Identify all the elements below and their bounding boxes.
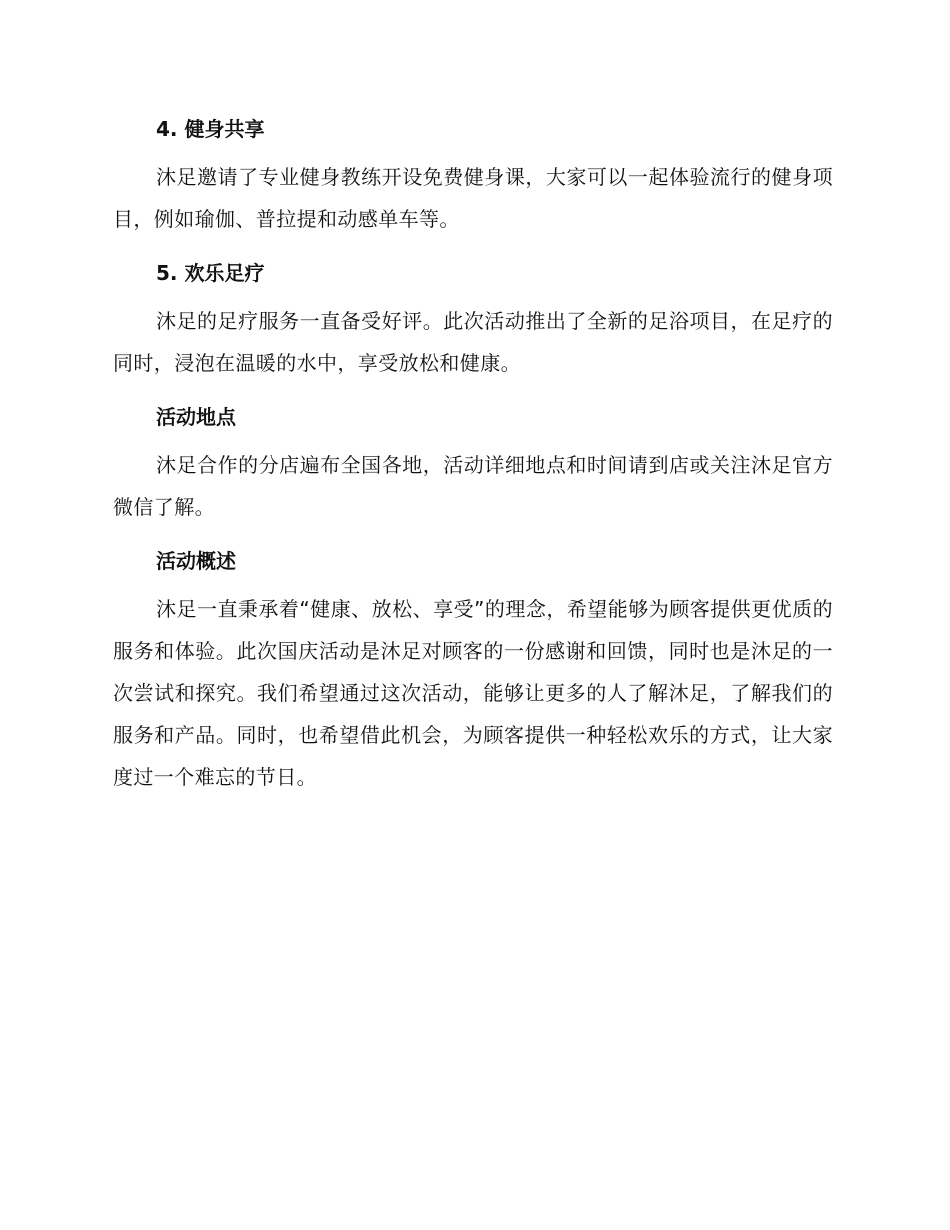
section-heading-foot-therapy: 5. 欢乐足疗: [156, 261, 265, 285]
section-body-overview: 沐足一直秉承着“健康、放松、享受”的理念，希望能够为顾客提供更优质的服务和体验。此次国庆活动是沐足对顾客的一份感谢和回馈，同时也是沐足的一次尝试和探究。我们希望通过这次活动，能够让更多的人了解沐足，了解我们的服务和产品。同时，也希望借此机会，为顾客提供一种轻松欢乐的方式，让大家度过一个难忘的节日。: [113, 597, 833, 789]
section-body-fitness: 沐足邀请了专业健身教练开设免费健身课，大家可以一起体验流行的健身项目，例如瑜伽、普拉提和动感单车等。: [113, 165, 833, 231]
section-body-location: 沐足合作的分店遍布全国各地，活动详细地点和时间请到店或关注沐足官方微信了解。: [113, 453, 833, 519]
section-heading-fitness: 4. 健身共享: [156, 117, 265, 141]
section-body-foot-therapy: 沐足的足疗服务一直备受好评。此次活动推出了全新的足浴项目，在足疗的同时，浸泡在温暖的水中，享受放松和健康。: [113, 309, 833, 375]
section-heading-location: 活动地点: [156, 405, 236, 429]
document-content: [113, 110, 833, 812]
section-heading-overview: 活动概述: [156, 549, 236, 573]
